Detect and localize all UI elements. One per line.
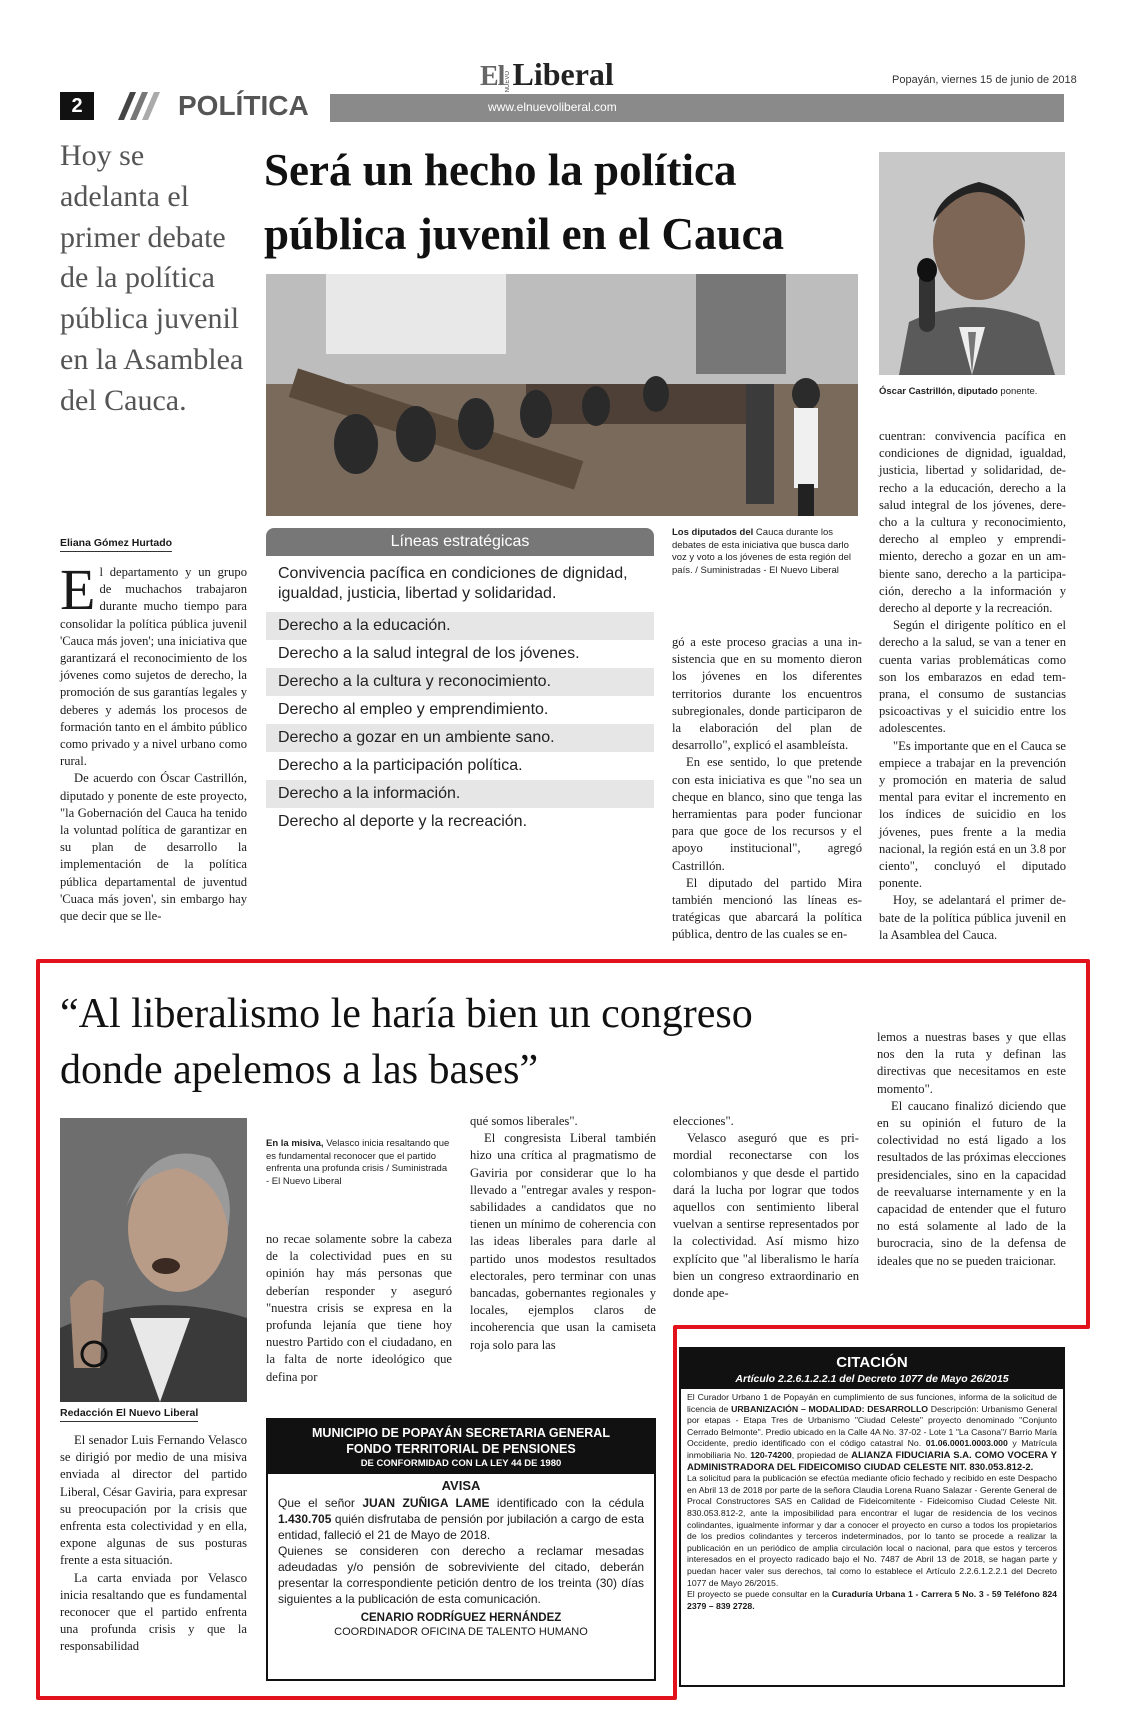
lines-item: Derecho al deporte y la recreación. [278, 813, 528, 830]
assembly-caption-text: Cauca durante los debates de esta iniciativa que busca darlo voz y voto a los jóvenes de esta región del país. / Suministradas - El Nuevo Liberal [672, 527, 852, 576]
article1-col1-p1: El departamento y un grupo de muchachos trabajaron durante mucho tiempo para consolidar la política pública juvenil 'Cauca más joven'; una iniciativa que garantizará el reconocimiento de los jóvenes como sujetos de derecho, la promoción de sus garantías legales y deberes y además los procesos de formación tanto en el ámbito público como privado y a nivel urbano como rural. [60, 557, 247, 769]
article1-col4-p2: Según el dirigente político en el derecho a la salud, se van a tener en cuenta varias problemáticas como son los embarazos en edad temprana, el consumo de sustancias psicoactivas y el suicidio entre los adolescentes. [879, 618, 1066, 736]
section-title: POLÍTICA [178, 90, 309, 121]
velasco-caption-text: Velasco inicia resaltando que es fundamental reconocer que el partido enfrenta una profunda crisis / Suministrada - El Nuevo Liberal [266, 1138, 450, 1187]
logo-liberal: Liberal [512, 56, 614, 92]
page-number: 2 [60, 92, 94, 120]
lines-item: Derecho a la salud integral de los jóvenes. [278, 645, 580, 662]
citacion-body [681, 1389, 1063, 1615]
article1-col1-p2: De acuerdo con Óscar Castrillón, diputado y ponente de este proyecto, "la Gobernación del Cauca ha tenido la voluntad política de garantizar en su plan de desarrollo la implementación de la política pública departamental de juventud 'Cuaca más joven', sin embargo hay que decir que se lle- [60, 771, 247, 924]
aviso-deceased-name: JUAN ZUÑIGA LAME [362, 1496, 490, 1510]
dropcap: E [60, 557, 96, 622]
article2-col4-p0: elecciones". [673, 1114, 734, 1128]
article2-col4-p1: Velasco aseguró que es primordial reconectarse con los colombianos y que desde el partido dará la lucha por lograr que todos aquellos con sentimiento liberal vuelvan a sentirse representados por la colectividad. Así mismo hizo explícito que "al liberalismo le haría bien un congreso extraordinario en donde ape- [673, 1131, 859, 1301]
aviso-notice [266, 1418, 656, 1681]
aviso-header [268, 1420, 654, 1474]
dateline: Popayán, viernes 15 de junio de 2018 [892, 74, 1077, 86]
citacion-p3: El proyecto se puede consultar en la Curaduría Urbana 1 - Carrera 5 No. 3 - 59 Teléfono 824 2379 – 839 2728. [687, 1589, 1057, 1611]
aviso-p2: Quienes se consideren con derecho a reclamar mesadas adeudadas y/o pensión de sobreviviente del citado, deberán presentar la correspondiente petición dentro de los treinta (30) días siguientes a la publicación de esta comunicación. [278, 1544, 644, 1606]
assembly-caption-bold: Los diputados del [672, 527, 754, 538]
velasco-photo-caption [266, 1138, 452, 1188]
article2-col5-p2: El caucano finalizó diciendo que en su opinión el futuro de la colectividad no está ligado a los resultados de las próximas elecciones presidenciales, sino en la capacidad de reevaluarse internamente y en la capacidad de entender que el futuro no está solamente al lado de la burocracia, sino de la defensa de ideales que no se pueden traicionar. [877, 1098, 1066, 1268]
aviso-signer-role: COORDINADOR OFICINA DE TALENTO HUMANO [334, 1626, 588, 1638]
aviso-line3: DE CONFORMIDAD CON LA LEY 44 DE 1980 [360, 1458, 562, 1469]
article1-col4-p3: "Es importante que en el Cauca se empiece a trabajar en la prevención y promoción en materia de salud mental para evitar el incremento en los índices de suicidio en los jóvenes, pues frente a la media nacional, la región está en un 3.8 por ciento", concluyó el diputado ponente. [879, 738, 1066, 891]
article1-col4-p1: cuentran: convivencia pacífica en condiciones de dignidad, igualdad, justicia, libertad y solidaridad, derecho a la educación, derecho a la salud integral de los jóvenes, derecho a la cultura y reconocimiento, derecho al empleo y emprendimiento, derecho a gozar en un ambiente sano, derecho a la participación, derecho a la información y derecho al deporte y la recreación. [879, 429, 1066, 616]
portrait-caption-bold: Óscar Castrillón, diputado [879, 386, 998, 397]
article1-col3-p2: En ese sentido, lo que pretende con esta iniciativa es que "no sea un cheque en blanco, sino que tenga las herramientas para poder funcionar para que goce de los recursos y el apoyo institucional", agregó Castrillón. [672, 755, 862, 873]
logo-el: El [480, 61, 505, 92]
aviso-title: AVISA [441, 1478, 481, 1493]
aviso-signer: CENARIO RODRÍGUEZ HERNÁNDEZ [360, 1612, 562, 1624]
aviso-line2: FONDO TERRITORIAL DE PENSIONES [346, 1442, 576, 1456]
lines-item: Derecho a la cultura y reconocimiento. [266, 668, 654, 696]
citacion-subtitle: Artículo 2.2.6.1.2.2.1 del Decreto 1077 de Mayo 26/2015 [735, 1373, 1009, 1385]
velasco-caption-bold: En la misiva, [266, 1138, 324, 1149]
lines-item: Derecho al empleo y emprendimiento. [278, 701, 549, 718]
article2-column-3 [470, 1113, 656, 1354]
article1-byline: Eliana Gómez Hurtado [60, 537, 172, 552]
article2-col1-p1: El senador Luis Fernando Velasco se dirigió por medio de una misiva enviada al director del partido Liberal, César Gaviria, para expresar su preocupación por la crisis que enfrenta esta colectividad y en ella, expone algunas de sus posturas frente a esta situación. [60, 1433, 247, 1568]
citacion-title: CITACIÓN [836, 1354, 908, 1371]
article1-standfirst: Hoy se adelanta el primer debate de la política pública juvenil en la Asamblea del Cauca. [60, 139, 244, 417]
website-url[interactable]: www.elnuevoliberal.com [488, 100, 617, 114]
velasco-photo [60, 1118, 247, 1402]
article2-col3-p1: El congresista Liberal también hizo una crítica al pragmatismo de Gaviria por considerar que lo ha llevado a "entregar avales y responsabilidades a candidatos que no tienen un mínimo de coherencia con las ideas liberales para darle al partido unos modestos resultados electorales, pero terminar con unas bancadas, gobernantes regionales y locales, ejemplos claros de incoherencia que usan la camiseta roja solo para las [470, 1131, 656, 1352]
aviso-body [268, 1493, 654, 1609]
article2-column-2 [266, 1231, 452, 1386]
article2-byline: Redacción El Nuevo Liberal [60, 1407, 198, 1422]
logo-nuevo: NUEVO [505, 70, 512, 92]
article2-column-4 [673, 1113, 859, 1302]
citacion-p1: El Curador Urbano 1 de Popayán en cumplimiento de sus funciones, informa de la solicitud de licencia de URBANIZACIÓN – MODALIDAD: DESARROLLO Descripción: Urbanismo General por etapas - Etapa Tres de Urbanismo "Ciudad Celeste" proyecto denominado "Conjunto Cerrado Belmonte". Predio ubicado en la Calle 4A No. 37-02 - Lote 1 "La Casona"/ Barrio María Occidente, predio identificado con el código catastral No. 01.06.0001.0003.000 y Matrícula inmobiliaria No. 120-74200, propiedad de ALIANZA FIDUCIARIA S.A. COMO VOCERA Y ADMINISTRADORA DEL FIDEICOMISO CIUDAD CELESTE NIT. 830.053.812-2. [687, 1392, 1057, 1473]
aviso-line1: MUNICIPIO DE POPAYÁN SECRETARIA GENERAL [312, 1426, 610, 1440]
citacion-notice [679, 1347, 1065, 1687]
article1-col3-p1: gó a este proceso gracias a una insistencia que en su momento dieron los jóvenes en los diferentes territorios durante los encuentros subregionales, donde participaron de la elaboración del plan de desarrollo", explicó el asambleísta. [672, 635, 862, 753]
article2-col2-p1: no recae solamente sobre la cabeza de la colectividad pues en su opinión hay más personas que deberían responder y aseguró "nuestra crisis se expresa en la profunda lejanía que tiene hoy nuestro Partido con el ciudadano, en la falta de norte ideológico que defina por [266, 1232, 452, 1384]
article1-headline: Será un hecho la política pública juvenil en el Cauca [264, 145, 785, 259]
lines-item: Derecho a gozar en un ambiente sano. [266, 724, 654, 752]
article2-column-5 [877, 1029, 1066, 1270]
article2-col1-p2: La carta enviada por Velasco inicia resaltando que es fundamental reconocer que el partido enfrenta una profunda crisis y que la responsabilidad [60, 1570, 247, 1654]
lines-box-title: Líneas estratégicas [266, 528, 654, 556]
lines-item: Derecho a la participación política. [278, 757, 523, 774]
article1-col4-p4: Hoy, se adelantará el primer debate de la política pública juvenil en la Asamblea del Cauca. [879, 893, 1066, 942]
citacion-p2: La solicitud para la publicación se efectúa mediante oficio fechado y recibido en este Despacho en Abril 13 de 2018 por parte de la señora Claudia Lorena Ruano Salazar - Gerente General de Procal Constructores SAS en Calidad de Fideicomitente - Fideicomiso Ciudad Celeste Nit. 830.053.812-2, ante la imposibilidad para encontrar el lugar de residencia de los vecinos colindantes, igualmente informar y dar a conocer el proyecto en curso a todos los propietarios de los predios colindantes y terceros indeterminados, por lo tanto se procede a realizar la publicación en un periódico de amplia circulación local o nacional, para que estos y terceros interesados en el proyecto radicado bajo el No. 7487 de Abril 13 de 2018, se hagan parte y puedan hacer valer sus derechos, tal como lo establece el Artículo 2.2.6.1.2.2.1 del Decreto 1077 de Mayo 26/2015. [687, 1473, 1057, 1588]
article2-col5-p1: lemos a nuestras bases y que ellas nos den la ruta y definan las directivas que necesitamos en este momento". [877, 1030, 1066, 1096]
article2-headline: “Al liberalismo le haría bien un congreso donde apelemos a las bases” [60, 991, 753, 1093]
citacion-header [681, 1349, 1063, 1389]
aviso-id-number: 1.430.705 [278, 1512, 332, 1526]
aviso-p1: Que el señor JUAN ZUÑIGA LAME identificado con la cédula 1.430.705 quién disfrutaba de pensión por jubilación a cargo de esta entidad, falleció el 21 de Mayo de 2018. [278, 1496, 645, 1542]
article2-col3-p0: qué somos liberales". [470, 1114, 578, 1128]
lines-item: Convivencia pacífica en condiciones de dignidad, igualdad, justicia, libertad y solidaridad. [278, 565, 628, 602]
article1-col3-p3: El diputado del partido Mira también mencionó las líneas estratégicas que abarcará la política pública, dentro de las cuales se en- [672, 875, 862, 942]
article2-byline-wrap [60, 1403, 198, 1422]
article2-column-1 [60, 1432, 247, 1656]
portrait-caption-text: ponente. [997, 386, 1038, 397]
lines-item: Derecho a la información. [266, 780, 654, 808]
lines-item: Derecho a la educación. [266, 612, 654, 640]
